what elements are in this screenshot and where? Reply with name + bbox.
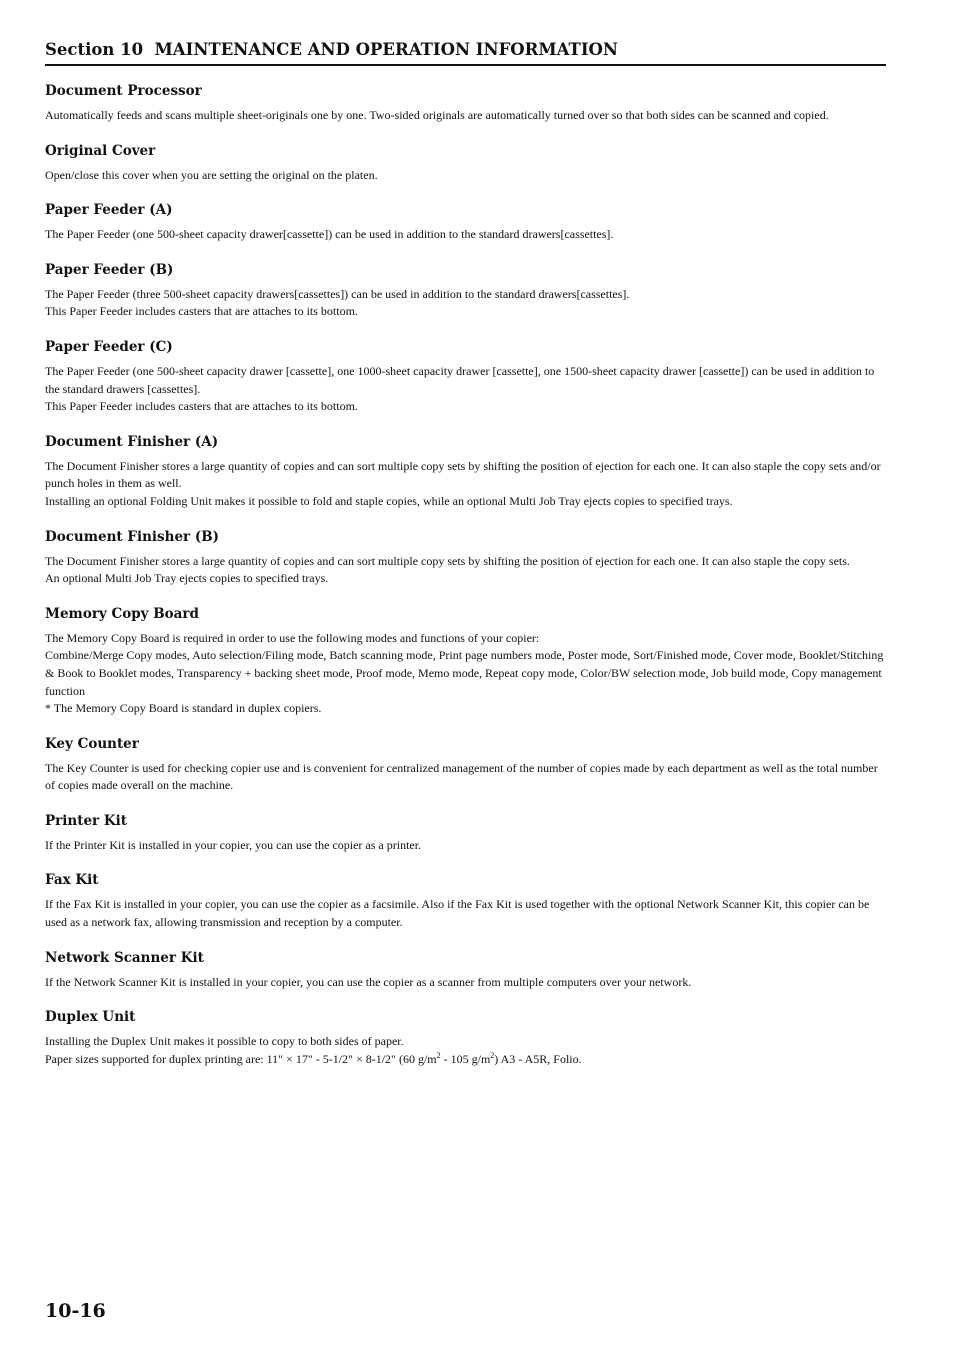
section (45, 812, 888, 855)
duplex-sizes-text-b: - 105 g/m (440, 1051, 491, 1066)
section-body (45, 896, 888, 931)
section-title: Memory Copy Board (45, 605, 199, 622)
section-paragraph: If the Fax Kit is installed in your copier, you can use the copier as a facsimile. Also if the Fax Kit is used together with the optional Network Scanner Kit, this copier can be used as a network fax, allowing transmission and reception by a computer. (45, 897, 870, 930)
section (45, 433, 888, 511)
section-title: Key Counter (45, 735, 139, 752)
section-title: Printer Kit (45, 812, 127, 829)
section-paragraph: This Paper Feeder includes casters that are attaches to its bottom. (45, 399, 358, 414)
section-body (45, 760, 888, 795)
section-paragraph: The Document Finisher stores a large quantity of copies and can sort multiple copy sets by shifting the position of ejection for each one. It can also staple the copy sets and/or punch holes in them as well. (45, 458, 881, 491)
section-title: Document Processor (45, 83, 202, 99)
section-duplex-unit (45, 1008, 888, 1068)
section-title: Fax Kit (45, 872, 99, 889)
section (45, 528, 888, 588)
section-body (45, 974, 888, 992)
section-title: Network Scanner Kit (45, 949, 204, 966)
section-paragraph: The Paper Feeder (three 500-sheet capacity drawers[cassettes]) can be used in addition to the standard drawers[cassettes]. (45, 286, 630, 301)
section-body (45, 167, 888, 185)
superscript: 2 (490, 1050, 495, 1060)
section-paragraph: The Paper Feeder (one 500-sheet capacity drawer [cassette], one 1000-sheet capacity drawer [cassette], one 1500-sheet capacity drawer [cassette]) can be used in addition to the standard drawers [cassettes]. (45, 363, 875, 396)
section (45, 261, 888, 321)
section (45, 735, 888, 795)
section-paragraph: Automatically feeds and scans multiple sheet-originals one by one. Two-sided originals are automatically turned over so that both sides can be scanned and copied. (45, 108, 829, 122)
section-paragraph: Combine/Merge Copy modes, Auto selection/Filing mode, Batch scanning mode, Print page numbers mode, Poster mode, Sort/Finished mode, Cover mode, Booklet/Stitching & Book to Booklet modes, Transparency + backing sheet mode, Proof mode, Memo mode, Repeat copy mode, Color/BW selection mode, Job build mode, Copy management function (45, 648, 884, 698)
section-body (45, 107, 888, 125)
section-title: Paper Feeder (A) (45, 202, 173, 219)
section (45, 949, 888, 992)
section-paragraph: Installing an optional Folding Unit makes it possible to fold and staple copies, while an optional Multi Job Tray ejects copies to specified trays. (45, 493, 733, 508)
section-body (45, 226, 888, 244)
section-paragraph: * The Memory Copy Board is standard in duplex copiers. (45, 701, 322, 716)
document-body (45, 82, 888, 1085)
superscript: 2 (436, 1050, 441, 1060)
section-paragraph: The Document Finisher stores a large quantity of copies and can sort multiple copy sets by shifting the position of ejection for each one. It can also staple the copy sets. (45, 553, 850, 568)
section-body (45, 837, 888, 855)
section-title: Document Finisher (A) (45, 433, 219, 450)
duplex-sizes-text-c: ) A3 - A5R, Folio. (494, 1051, 582, 1066)
section-body (45, 286, 888, 321)
section-paragraph: If the Network Scanner Kit is installed in your copier, you can use the copier as a scanner from multiple computers over your network. (45, 974, 692, 989)
section-title: Original Cover (45, 142, 156, 159)
section-header: Section 10 MAINTENANCE AND OPERATION INFORMATION (45, 40, 886, 66)
section (45, 201, 888, 244)
duplex-sizes-text-a: Paper sizes supported for duplex printing are: 11" × 17" - 5-1/2" × 8-1/2" (60 g/m (45, 1051, 437, 1066)
section-body (45, 630, 888, 718)
section-paragraph: The Memory Copy Board is required in order to use the following modes and functions of your copier: (45, 630, 540, 645)
section-paragraph: The Paper Feeder (one 500-sheet capacity drawer[cassette]) can be used in addition to the standard drawers[cassettes]. (45, 227, 614, 242)
section-list (45, 82, 888, 991)
section-title: Paper Feeder (C) (45, 338, 173, 355)
section-paragraph (45, 1051, 888, 1069)
section-body (45, 1033, 888, 1068)
page-number: 10-16 (45, 1300, 106, 1322)
section (45, 338, 888, 416)
section-title: Duplex Unit (45, 1009, 136, 1026)
section (45, 82, 888, 125)
section-paragraph: This Paper Feeder includes casters that are attaches to its bottom. (45, 304, 358, 319)
section-body (45, 458, 888, 511)
section (45, 142, 888, 185)
section-body (45, 363, 888, 416)
section-paragraph: Open/close this cover when you are setting the original on the platen. (45, 167, 378, 182)
section (45, 605, 888, 718)
section-title: Paper Feeder (B) (45, 261, 174, 278)
section-paragraph: If the Printer Kit is installed in your copier, you can use the copier as a printer. (45, 837, 422, 852)
section-paragraph: Installing the Duplex Unit makes it possible to copy to both sides of paper. (45, 1034, 404, 1049)
section-paragraph: An optional Multi Job Tray ejects copies to specified trays. (45, 571, 329, 586)
section-body (45, 553, 888, 588)
section-paragraph: The Key Counter is used for checking copier use and is convenient for centralized management of the number of copies made by each department as well as the total number of copies made overall on the machine. (45, 760, 878, 793)
section (45, 871, 888, 931)
section-title: Document Finisher (B) (45, 528, 220, 545)
